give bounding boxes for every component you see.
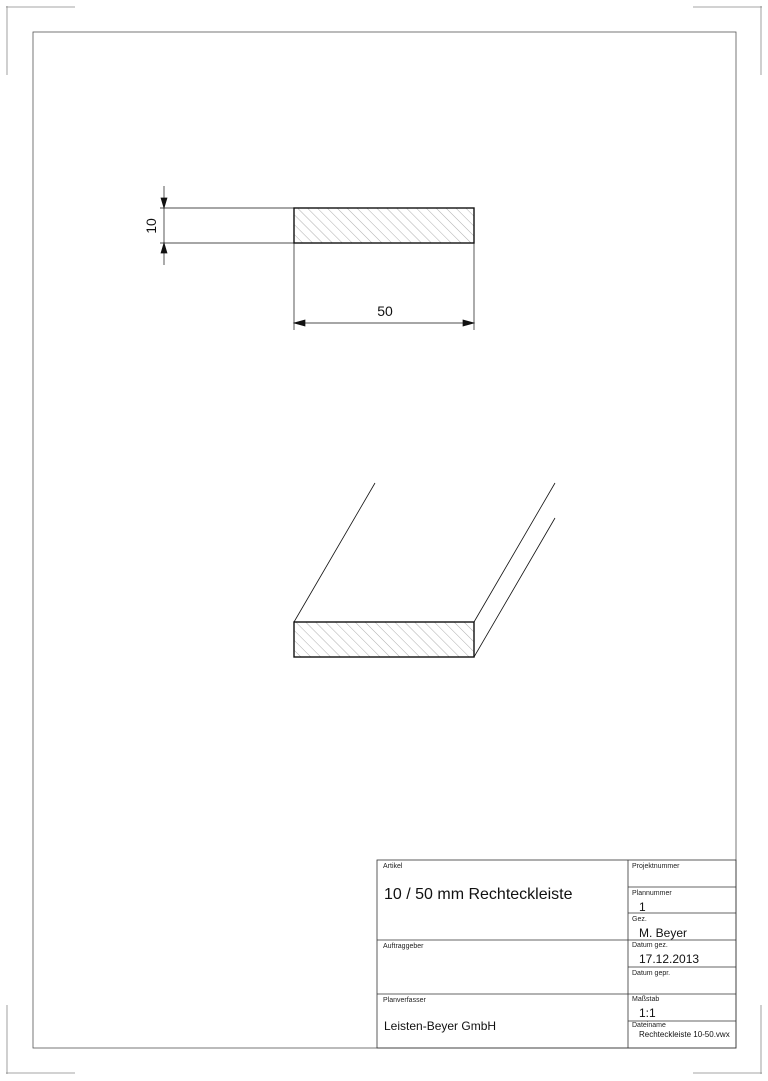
arrow-left-icon — [294, 320, 305, 326]
height-dimension-label: 10 — [143, 218, 159, 234]
massstab-label: Maßstab — [632, 996, 660, 1003]
width-dimension-label: 50 — [377, 303, 393, 319]
isometric-front-face — [294, 622, 474, 657]
planverfasser-value: Leisten-Beyer GmbH — [384, 1019, 497, 1033]
arrow-right-icon — [463, 320, 474, 326]
auftraggeber-label: Auftraggeber — [383, 943, 424, 950]
arrow-down-icon — [161, 198, 167, 208]
cross-section-view — [294, 208, 474, 243]
isometric-view — [294, 483, 555, 657]
dateiname-label: Dateiname — [632, 1022, 666, 1029]
artikel-label: Artikel — [383, 863, 403, 870]
artikel-value: 10 / 50 mm Rechteckleiste — [384, 886, 573, 903]
datum-gez-label: Datum gez. — [632, 942, 668, 949]
datum-gez-value: 17.12.2013 — [639, 952, 700, 966]
plannummer-label: Plannummer — [632, 890, 672, 897]
plannummer-value: 1 — [639, 900, 646, 914]
projektnummer-label: Projektnummer — [632, 863, 680, 870]
datum-gepr-label: Datum gepr. — [632, 970, 671, 977]
cross-section-rect — [294, 208, 474, 243]
height-dimension — [160, 186, 294, 265]
arrow-up-icon — [161, 243, 167, 253]
crop-marks — [6, 6, 762, 1074]
massstab-value: 1:1 — [639, 1006, 656, 1020]
gez-label: Gez. — [632, 916, 647, 923]
planverfasser-label: Planverfasser — [383, 997, 426, 1004]
gez-value: M. Beyer — [639, 926, 688, 940]
dateiname-value: Rechteckleiste 10-50.vwx — [639, 1030, 730, 1039]
